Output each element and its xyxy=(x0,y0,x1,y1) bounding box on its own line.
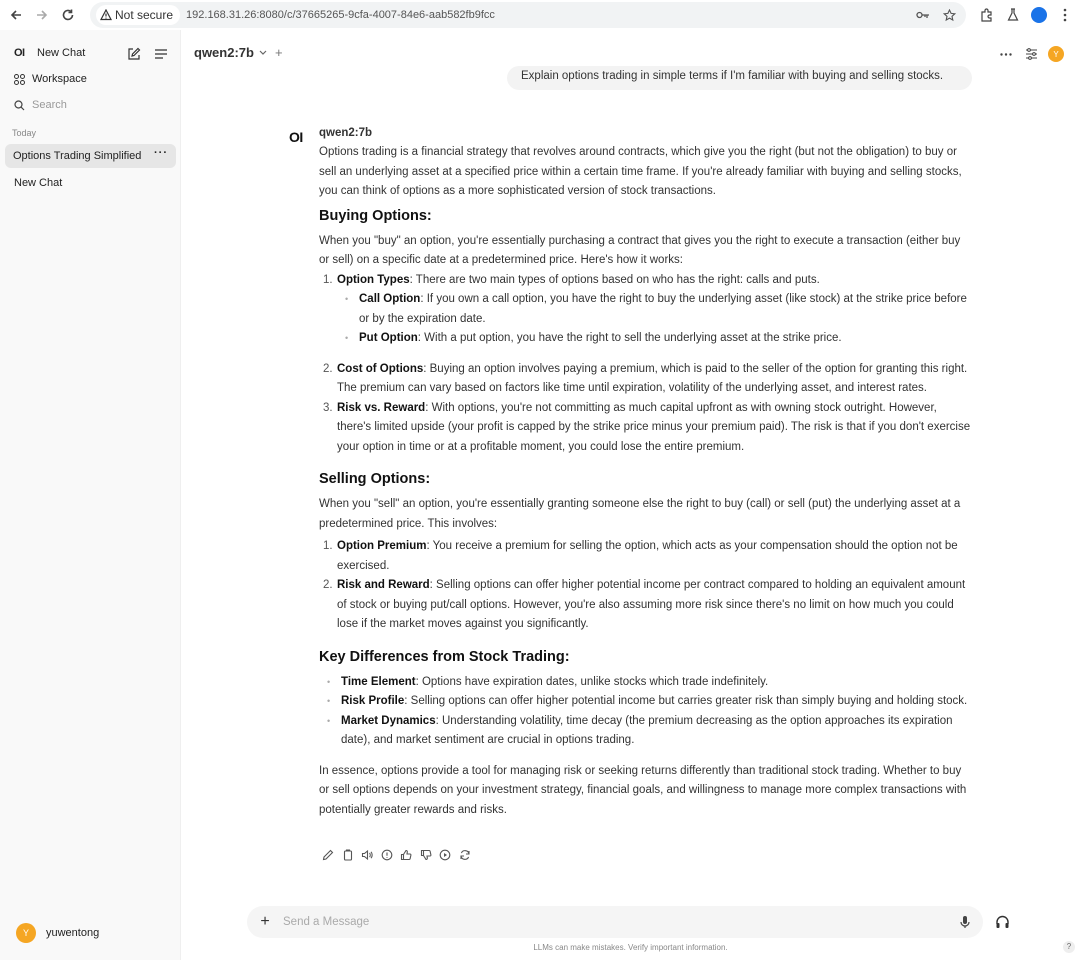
add-model-icon[interactable]: + xyxy=(274,45,283,60)
read-aloud-speaker-icon[interactable] xyxy=(361,848,381,862)
list-item: • Risk Profile: Selling options can offer higher potential income but carries greater risk than simply buying and holding stock. xyxy=(319,692,971,712)
message-input[interactable] xyxy=(283,916,955,928)
url-text[interactable]: 192.168.31.26:8080/c/37665265-9cfa-4007-84e6-aab582fb9fcc xyxy=(186,9,495,21)
model-name: qwen2:7b xyxy=(194,45,254,60)
reload-icon[interactable] xyxy=(56,3,80,27)
list-item: 2. Risk and Reward: Selling options can offer higher potential income per contract compared to holding an equivalent amount of stock or buying put/call options. However, you're also assuming more risk since there's no limit on how much you could lose if the market moves against you significantly. xyxy=(323,579,966,630)
new-chat-pencil-icon[interactable] xyxy=(125,45,143,63)
edit-pencil-icon[interactable] xyxy=(322,848,342,862)
help-question-icon[interactable]: ? xyxy=(1063,941,1075,953)
info-circle-icon[interactable] xyxy=(381,848,401,862)
intro-paragraph: Options trading is a financial strategy that revolves around contracts, which give you the right (but not the obligation) to buy or sell an underlying asset at a specified price within a certain time frame. If you're already familiar with buying and selling stocks, you can think of options as a more sophisticated version of stock transactions. xyxy=(319,146,962,197)
sidebar-search[interactable] xyxy=(14,99,67,111)
more-options-icon[interactable] xyxy=(996,44,1016,64)
buying-heading: Buying Options: xyxy=(319,207,432,224)
search-icon xyxy=(14,100,32,111)
copy-clipboard-icon[interactable] xyxy=(342,848,362,862)
security-chip[interactable] xyxy=(96,5,180,25)
assistant-name: qwen2:7b xyxy=(319,127,373,139)
buying-intro: When you "buy" an option, you're essentially purchasing a contract that gives you the right to execute a transaction (either buy or sell) on a specific date at a predetermined price. Here's how it works: xyxy=(319,234,961,266)
buying-list xyxy=(319,271,971,458)
continue-play-icon[interactable] xyxy=(439,848,459,862)
open-webui-logo: OI xyxy=(14,47,25,59)
selling-list xyxy=(319,537,971,635)
selling-intro: When you "sell" an option, you're essentially granting someone else the right to buy (call) or sell (put) the underlying asset at a predetermined price. This involves: xyxy=(319,498,961,530)
option-types-sublist xyxy=(337,290,971,349)
browser-toolbar xyxy=(0,0,1080,30)
bookmark-star-icon[interactable] xyxy=(938,4,960,26)
differences-heading: Key Differences from Stock Trading: xyxy=(319,648,570,665)
list-item: 1. Option Types: There are two main types of options based on who has the right: calls and puts. • Call Option: If you own a call option, you have the right to buy the underlying asset (like stock) at the strike price before or by the expiration date. • Put Option: With a put option, you have the right to sell the underlying asset at the strike price. xyxy=(319,271,971,360)
back-arrow-icon[interactable] xyxy=(4,3,28,27)
password-key-icon[interactable] xyxy=(912,4,934,26)
user-name: yuwentong xyxy=(46,927,100,939)
sidebar-chat-new-chat[interactable]: New Chat xyxy=(14,177,63,189)
kebab-menu-icon[interactable] xyxy=(1052,3,1078,27)
chat-title: Options Trading Simplified xyxy=(13,150,142,162)
chevron-down-icon xyxy=(259,50,267,55)
user-menu[interactable] xyxy=(16,923,99,943)
new-chat-row[interactable] xyxy=(14,47,85,59)
list-item: • Call Option: If you own a call option, you have the right to buy the underlying asset (like stock) at the strike price before or by the expiration date. xyxy=(337,290,971,329)
regenerate-icon[interactable] xyxy=(459,848,479,862)
security-label: Not secure xyxy=(115,8,174,22)
selling-heading: Selling Options: xyxy=(319,471,431,487)
assistant-message xyxy=(319,143,971,820)
address-bar[interactable] xyxy=(90,2,966,28)
workspace-grid-icon xyxy=(14,74,32,85)
controls-sliders-icon[interactable] xyxy=(1021,44,1041,64)
labs-flask-icon[interactable] xyxy=(1000,3,1026,27)
assistant-avatar-logo: OI xyxy=(289,129,303,145)
section-today-label: Today xyxy=(12,128,37,138)
sidebar xyxy=(0,30,181,960)
thumbs-down-icon[interactable] xyxy=(420,848,440,862)
list-item: 1. Option Premium: You receive a premium for selling the option, which acts as your compensation should the option not be exercised. xyxy=(323,540,958,572)
profile-icon[interactable] xyxy=(1026,3,1052,27)
sidebar-item-workspace[interactable] xyxy=(14,73,87,85)
list-item: • Market Dynamics: Understanding volatility, time decay (the premium decreasing as the option approaches its expiration date), and market sentiment are crucial in options trading. xyxy=(319,712,971,751)
microphone-icon[interactable] xyxy=(955,915,975,929)
voice-call-headphones-icon[interactable] xyxy=(992,912,1012,932)
thumbs-up-icon[interactable] xyxy=(400,848,420,862)
header-avatar[interactable]: Y xyxy=(1048,46,1064,62)
message-actions xyxy=(322,848,478,862)
list-item: • Put Option: With a put option, you have the right to sell the underlying asset at the strike price. xyxy=(337,329,971,349)
list-item: 3. Risk vs. Reward: With options, you're not committing as much capital upfront as with owning stock outright. However, there's limited upside (your profit is capped by the strike price minus your premium paid). The risk is that if you don't exercise your option in time or at a profitable moment, you could lose the entire premium. xyxy=(323,401,971,453)
differences-list xyxy=(319,673,971,751)
user-message-bubble: Explain options trading in simple terms if I'm familiar with buying and selling stocks. xyxy=(507,66,972,90)
new-chat-label: New Chat xyxy=(37,47,86,59)
warning-icon xyxy=(100,9,112,21)
user-avatar: Y xyxy=(16,923,36,943)
conclusion-paragraph: In essence, options provide a tool for managing risk or seeking returns differently than traditional stock trading. Whether to buy or sell options depends on your investment strategy, financial goals, and willingness to manage more complex transactions with potentially greater rewards and risks. xyxy=(319,764,967,816)
workspace-label: Workspace xyxy=(32,73,87,85)
extensions-icon[interactable] xyxy=(974,3,1000,27)
list-item: 2. Cost of Options: Buying an option involves paying a premium, which is paid to the seller of the option for granting this right. The premium can vary based on factors like time until expiration, volatility of the underlying asset, and interest rates. xyxy=(323,362,968,394)
sidebar-menu-icon[interactable] xyxy=(152,45,170,63)
sidebar-chat-options-trading[interactable] xyxy=(5,144,176,168)
chat-more-icon[interactable]: ··· xyxy=(154,147,168,159)
forward-arrow-icon[interactable] xyxy=(30,3,54,27)
message-composer xyxy=(247,906,983,938)
model-selector[interactable] xyxy=(194,45,283,60)
search-placeholder: Search xyxy=(32,99,67,111)
attach-plus-icon[interactable]: + xyxy=(260,913,270,930)
disclaimer-text: LLMs can make mistakes. Verify important information. xyxy=(533,943,728,952)
list-item: • Time Element: Options have expiration dates, unlike stocks which trade indefinitely. xyxy=(319,673,971,693)
